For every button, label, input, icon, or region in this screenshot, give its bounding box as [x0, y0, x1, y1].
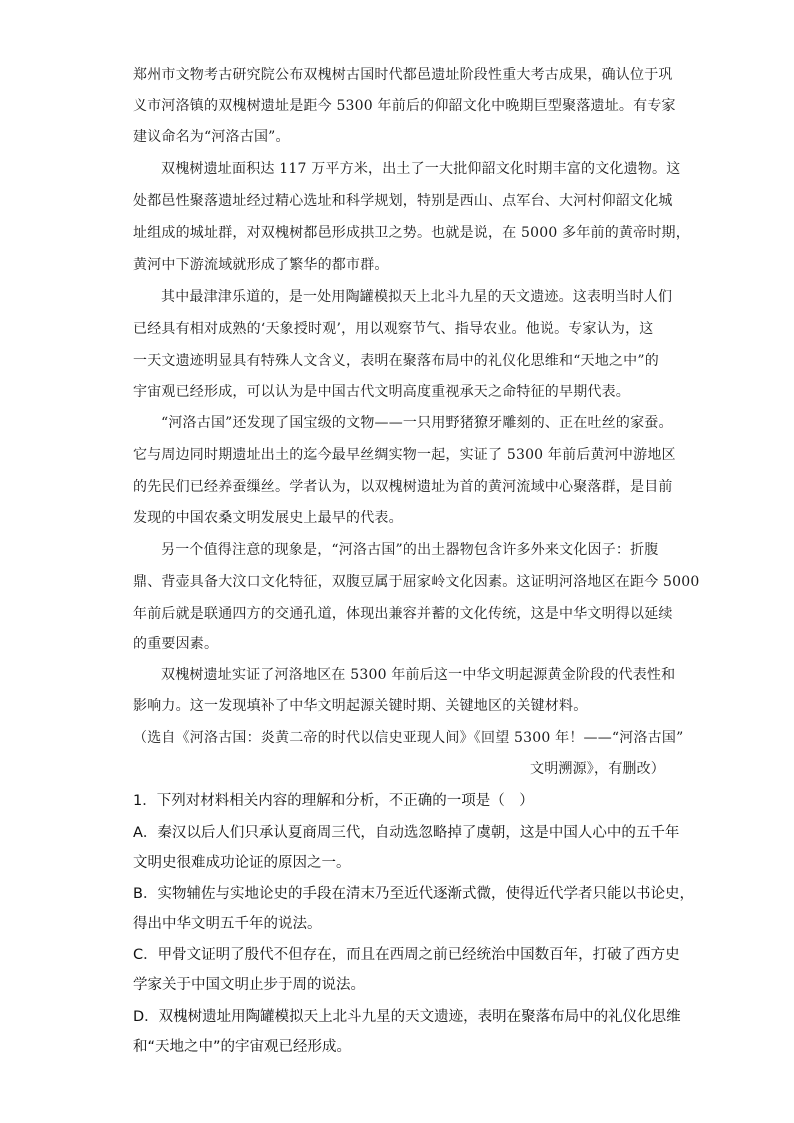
passage-line: “河洛古国”还发现了国宝级的文物——一只用野猪獠牙雕刻的、正在吐丝的家蚕。: [161, 415, 673, 431]
passage-line: 黄河中下游流域就形成了繁华的都市群。: [133, 257, 389, 273]
passage-line: 郑州市文物考古研究院公布双槐树古国时代都邑遗址阶段性重大考古成果，确认位于巩: [133, 67, 673, 83]
option-a: A．秦汉以后人们只承认夏商周三代，自动选忽略掉了虞朝，这是中国人心中的五千年: [133, 825, 680, 841]
passage-line: 的先民们已经养蚕缫丝。学者认为，以双槐树遗址为首的黄河流域中心聚落群，是目前: [133, 479, 673, 495]
passage-line: 发现的中国农桑文明发展史上最早的代表。: [133, 510, 403, 526]
passage-line: 宇宙观已经形成，可以认为是中国古代文明高度重视承天之命特征的早期代表。: [133, 384, 630, 400]
passage-line: 建议命名为“河洛古国”。: [133, 129, 290, 145]
passage-line: 双槐树遗址面积达 117 万平方米，出土了一大批仰韶文化时期丰富的文化遗物。这: [161, 161, 681, 177]
option-b: 得出中华文明五千年的说法。: [133, 916, 322, 932]
passage-line: 另一个值得注意的现象是，“河洛古国”的出土器物包含许多外来文化因子：折腹: [161, 542, 659, 558]
option-c: 学家关于中国文明止步于周的说法。: [133, 977, 365, 993]
passage-line: 义市河洛镇的双槐树遗址是距今 5300 年前后的仰韶文化中晚期巨型聚落遗址。有专家: [133, 98, 676, 114]
question-stem: 1．下列对材料相关内容的理解和分析，不正确的一项是（ ）: [133, 793, 534, 809]
option-d: D．双槐树遗址用陶罐模拟天上北斗九星的天文遗迹，表明在聚落布局中的礼仪化思维: [133, 1009, 681, 1025]
passage-line: 双槐树遗址实证了河洛地区在 5300 年前后这一中华文明起源黄金阶段的代表性和: [161, 667, 676, 683]
passage-line: 影响力。这一发现填补了中华文明起源关键时期、关键地区的关键材料。: [133, 698, 588, 714]
passage-line: 已经具有相对成熟的‘天象授时观’，用以观察节气、指导农业。他说。专家认为，这: [133, 321, 654, 337]
passage-line: 年前后就是联通四方的交通孔道，体现出兼容并蓄的文化传统，这是中华文明得以延续: [133, 606, 673, 622]
option-a: 文明史很难成功论证的原因之一。: [133, 855, 351, 871]
passage-line: 一天文遗迹明显具有特殊人文含义，表明在聚落布局中的礼仪化思维和“天地之中”的: [133, 353, 659, 369]
passage-line: 它与周边同时期遗址出土的迄今最早丝绸实物一起，实证了 5300 年前后黄河中游地区: [133, 447, 676, 463]
option-b: B．实物辅佐与实地论史的手段在清末乃至近代逐渐式微，使得近代学者只能以书论史，: [133, 886, 694, 902]
passage-line: 处都邑性聚落遗址经过精心选址和科学规划，特别是西山、点军台、大河村仰韶文化城: [133, 193, 673, 209]
passage-line: 其中最津津乐道的，是一处用陶罐模拟天上北斗九星的天文遗迹。这表明当时人们: [161, 289, 673, 305]
passage-line: 的重要因素。: [133, 636, 219, 652]
option-c: C．甲骨文证明了殷代不但存在，而且在西周之前已经统治中国数百年，打破了西方史: [133, 947, 680, 963]
option-d: 和“天地之中”的宇宙观已经形成。: [133, 1039, 352, 1055]
source-citation: （选自《河洛古国：炎黄二帝的时代以信史亚现人间》《回望 5300 年！——“河洛古国”: [133, 730, 684, 746]
passage-line: 址组成的城址群，对双槐树都邑形成拱卫之势。也就是说，在 5000 多年前的黄帝时期，: [133, 225, 690, 241]
source-citation: 文明溯源》，有删改）: [530, 761, 665, 777]
passage-line: 鼎、背壶具备大汶口文化特征，双腹豆属于屈家岭文化因素。这证明河洛地区在距今 5000: [133, 574, 700, 590]
